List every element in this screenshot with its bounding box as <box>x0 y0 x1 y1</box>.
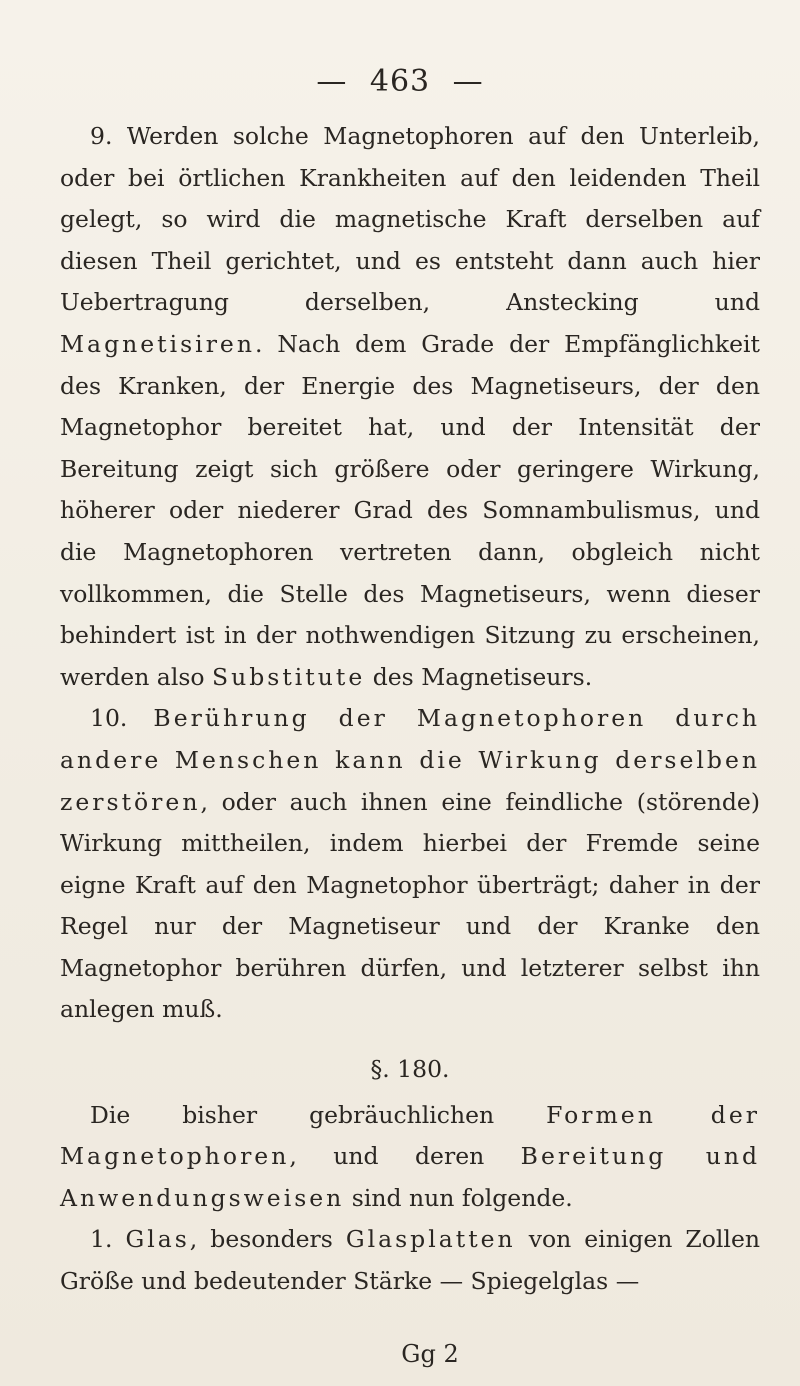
emphasis-substitute: Substitute <box>212 662 366 691</box>
emphasis-magnetisiren: Magnetisiren <box>60 329 255 358</box>
emphasis-formen: Formen der Magnetophoren <box>60 1100 760 1171</box>
paragraph-1: 1. Glas, besonders Glasplatten von einigen Zollen Größe und bedeutender Stärke — Spiegelglas — <box>60 1225 760 1296</box>
paragraph-180: Die bisher gebräuchlichen Formen der Magnetophoren, und deren Bereitung und Anwendungsweisen sind nun folgende. <box>60 1100 761 1212</box>
signature-mark <box>0 1340 800 1368</box>
paragraph-9: 9. Werden solche Magnetophoren auf den Unterleib, oder bei örtlichen Krankheiten auf den leidenden Theil gelegt, so wird die magnetische Kraft derselben auf diesen Theil gerichtet, und es entsteht dann auch hier Uebertragung derselben, Anstecking und Magnetisiren. Nach dem Grade der Empfänglichkeit des Kranken, der Energie des Magnetiseurs, der den Magnetophor bereitet hat, und der Intensität der Bereitung zeigt sich größere oder geringere Wirkung, höherer oder niederer Grad des Somnambulismus, und die Magnetophoren vertreten dann, obgleich nicht vollkommen, die Stelle des Magnetiseurs, wenn dieser behindert ist in der nothwendigen Sitzung zu erscheinen, werden also Substitute des Magnetiseurs. <box>60 122 760 691</box>
page-header <box>0 64 800 99</box>
page-number: 463 <box>369 64 431 99</box>
emphasis-bereitung: Bereitung und Anwendungsweisen <box>60 1142 761 1212</box>
header-dash-left: — <box>316 64 348 99</box>
paragraph-10: 10. Berührung der Magnetophoren durch andere Menschen kann die Wirkung derselben zerstören, oder auch ihnen eine feindliche (störende) Wirkung mittheilen, indem hierbei der Fremde seine eigne Kraft auf den Magnetophor überträgt; daher in der Regel nur der Magnetiseur und der Kranke den Magnetophor berühren dürfen, und letzterer selbst ihn anlegen muß. <box>60 704 761 1024</box>
section-heading: §. 180. <box>370 1055 450 1084</box>
emphasis-beruehrung: Berührung der Magnetophoren durch andere Menschen kann die Wirkung derselben zerstören <box>60 704 761 816</box>
emphasis-glas: Glas <box>125 1225 190 1254</box>
header-dash-right: — <box>452 64 484 99</box>
body-text <box>60 116 760 1303</box>
emphasis-glasplatten: Glasplatten <box>345 1225 516 1254</box>
signature-text: Gg 2 <box>401 1340 459 1368</box>
